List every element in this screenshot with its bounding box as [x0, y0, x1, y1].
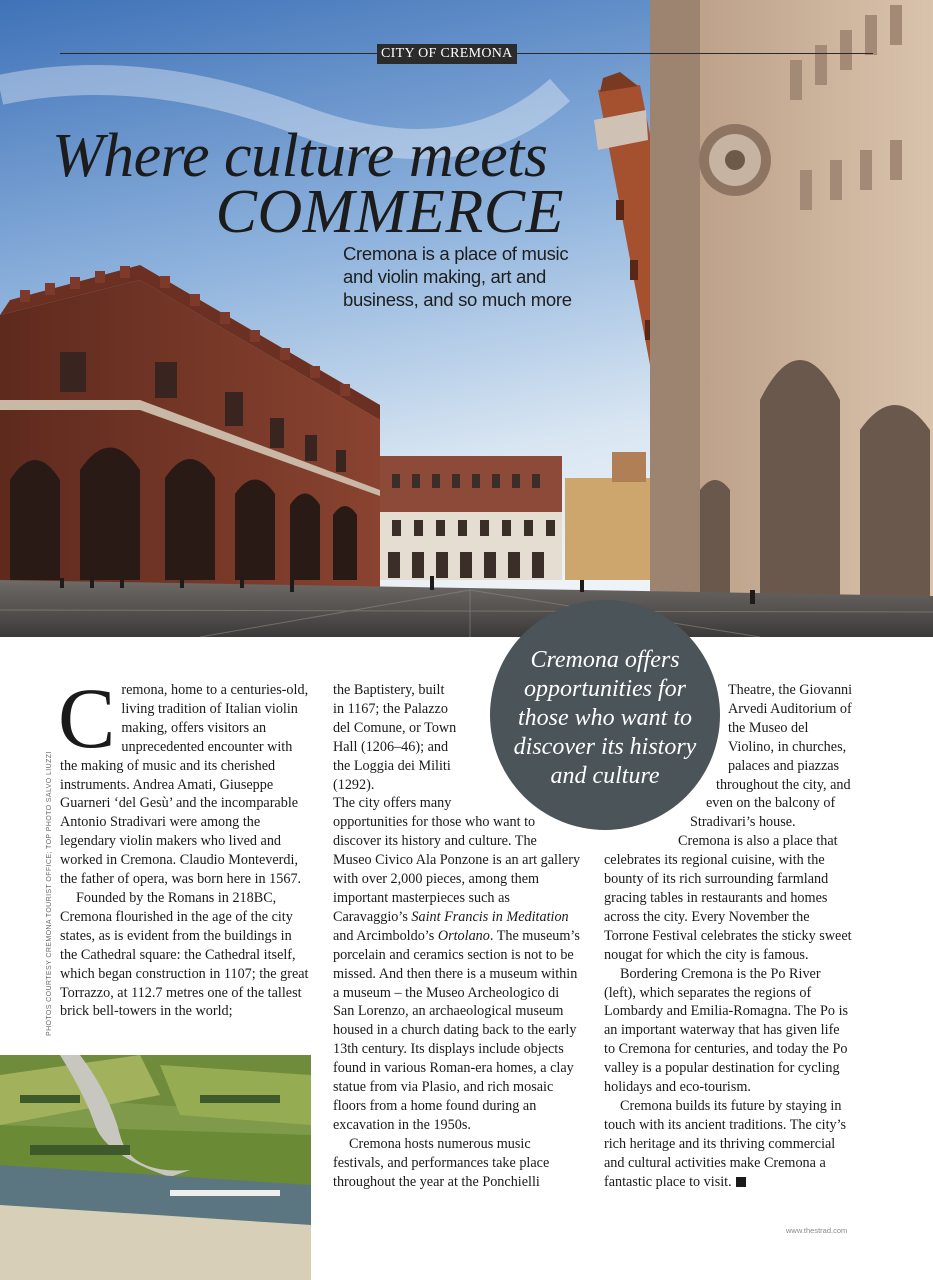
- river-photo: [0, 1055, 311, 1280]
- article-text: . The museum’s porcelain and ceramics section is not to be missed. And then there is a museum within a museum – the Museo Archeologico di San Lorenzo, an archaeological museum housed in a church dating back to the early 13th century. Its displays include objects found in various Roman-era homes, a clay statue from via Plasio, and rich mosaic floors from a home found during an excavation in the 1950s.: [333, 927, 580, 1133]
- article-text: and Arcimboldo’s: [333, 927, 438, 944]
- article-paragraph: [58, 670, 311, 889]
- hero-illustration: [0, 0, 933, 637]
- end-of-article-mark: [736, 1177, 746, 1187]
- standfirst: Cremona is a place of music and violin making, art and business, and so much more: [343, 243, 572, 310]
- photo-credit: PHOTOS COURTESY CREMONA TOURIST OFFICE; TOP PHOTO SALVO LIUZZI: [46, 751, 53, 1036]
- article-text: The city offers many opportunities for those who want to discover its history and culture. The Museo Civico Ala Ponzone is an art gallery with over 2,000 pieces, among them important masterpieces such as Caravaggio’s: [333, 795, 581, 925]
- article-paragraph: Cremona is also a place that celebrates its regional cuisine, with the bounty of its rich surrounding farmland gracing tables in restaurants and homes across the city. Every November the Torrone Festival celebrates the sticky sweet nougat for which the city is famous.: [604, 833, 852, 963]
- article-paragraph: [333, 794, 581, 1134]
- footer-url: www.thestrad.com: [786, 1226, 848, 1235]
- article-paragraph: Bordering Cremona is the Po River (left), which separates the regions of Lombardy and Emilia-Romagna. The Po is an important waterway that has given life to Cremona for centuries, and today the Po valley is a popular destination for cycling holidays and eco-tourism.: [604, 965, 849, 1096]
- headline-line-1: Where culture meets: [52, 122, 548, 190]
- article-paragraph: Cremona hosts numerous music festivals, and performances take place throughout the year at the Ponchielli: [333, 1135, 550, 1190]
- pullquote-text: Cremona offers opportunities for those who want to discover its history and culture: [513, 646, 697, 789]
- article-paragraph: the Baptistery, built in 1167; the Palazzo del Comune, or Town Hall (1206–46); and the Loggia dei Militi (1292).: [333, 682, 457, 793]
- article-text: Cremona builds its future by staying in touch with its ancient traditions. The city’s rich heritage and its thriving commercial and cultural activities make Cremona a fantastic place to visit.: [604, 1097, 847, 1190]
- article-column-1: [58, 670, 311, 1021]
- section-tag: CITY OF CREMONA: [377, 44, 517, 64]
- headline: [52, 122, 572, 246]
- artwork-title: Saint Francis in Meditation: [411, 908, 569, 925]
- article-paragraph: [604, 1097, 854, 1192]
- article-text: remona, home to a centuries-old, living tradition of Italian violin making, offers visitors an unprecedented encounter with the making of music and its cherished instruments. Andrea Amati, Giuseppe Guarneri ‘del Gesù’ and the incomparable Antonio Stradivari were among the legendary violin makers who lived and worked in Cremona. Claudio Monteverdi, the father of opera, was born here in 1567.: [60, 682, 309, 888]
- river-illustration: [0, 1055, 311, 1280]
- pullquote-circle: [490, 600, 720, 830]
- headline-line-2: COMMERCE: [215, 178, 564, 246]
- artwork-title: Ortolano: [437, 927, 490, 944]
- article-paragraph: Theatre, the Giovanni Arvedi Auditorium of the Museo del Violino, in churches, palaces and piazzas throughout the city, and even on the balcony of Stradivari’s house.: [690, 682, 853, 831]
- drop-cap: C: [58, 670, 116, 766]
- hero-photo: [0, 0, 933, 637]
- article-paragraph: Founded by the Romans in 218BC, Cremona flourished in the age of the city states, as is evident from the buildings in the Cathedral square: the Cathedral itself, which began construction in 1107; the great Torrazzo, at 112.7 metres one of the tallest brick bell-towers in the world;: [60, 889, 309, 1020]
